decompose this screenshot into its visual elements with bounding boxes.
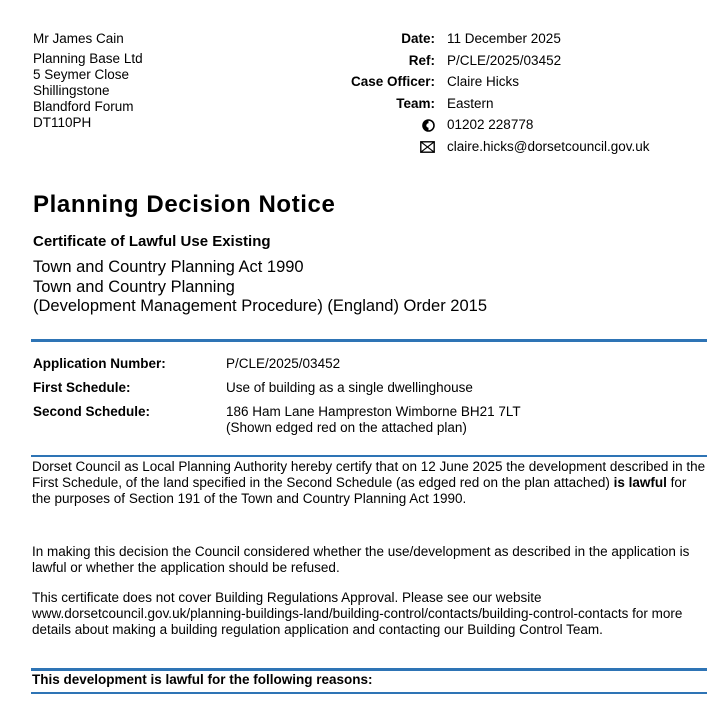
ref-value: P/CLE/2025/03452: [447, 52, 562, 68]
case-officer-value: Claire Hicks: [447, 74, 520, 89]
reasons-divider: [31, 668, 707, 671]
address-line: DT110PH: [33, 115, 92, 130]
schedule-table: [33, 356, 521, 444]
legislation-line: Town and Country Planning Act 1990: [33, 258, 304, 276]
address-line: 5 Seymer Close: [33, 67, 130, 82]
case-officer-label: Case Officer:: [350, 74, 435, 89]
reasons-divider-bottom: [31, 692, 707, 694]
legislation-list: [33, 258, 487, 317]
email-value[interactable]: claire.hicks@dorsetcouncil.gov.uk: [447, 138, 650, 154]
address-line: Shillingstone: [33, 83, 110, 98]
application-number-value: P/CLE/2025/03452: [226, 356, 341, 371]
lawful-emphasis: is lawful: [613, 475, 667, 490]
date-value: 11 December 2025: [447, 31, 561, 46]
ref-label: Ref:: [408, 52, 435, 68]
second-schedule-label: Second Schedule:: [33, 404, 151, 419]
certification-text-end: for the purposes of Section 191 of the Town and Country Planning Act 1990.: [32, 475, 687, 506]
address-line: Blandford Forum: [33, 99, 134, 114]
certification-text: Dorset Council as Local Planning Authority hereby certify that on 12 June 2025 the development described in the First Schedule, of the land specified in the Second Schedule (as edged red on the plan attached): [32, 459, 706, 490]
recipient-name: Mr James Cain: [33, 31, 124, 46]
date-label: Date:: [401, 31, 435, 46]
phone-icon: [422, 119, 435, 132]
application-number-label: Application Number:: [33, 356, 166, 371]
phone-value: 01202 228778: [447, 117, 534, 132]
first-schedule-value: Use of building as a single dwellinghouse: [226, 380, 473, 395]
legislation-line: Town and Country Planning: [33, 277, 235, 296]
team-value: Eastern: [447, 95, 494, 111]
certificate-type: Certificate of Lawful Use Existing: [33, 233, 271, 250]
certification-paragraph: [32, 459, 707, 507]
second-schedule-note: (Shown edged red on the attached plan): [226, 420, 467, 435]
recipient-address: [33, 31, 143, 131]
page-title: Planning Decision Notice: [33, 191, 336, 218]
address-line: Planning Base Ltd: [33, 51, 143, 66]
legislation-line: (Development Management Procedure) (England) Order 2015: [33, 297, 487, 315]
reasons-heading: This development is lawful for the following reasons:: [32, 672, 373, 687]
team-label: Team:: [396, 95, 435, 111]
envelope-icon: [420, 141, 435, 153]
section-divider: [31, 339, 707, 342]
decision-consideration-paragraph: In making this decision the Council considered whether the use/development as described in the application is lawful or whether the application should be refused.: [32, 544, 690, 575]
second-schedule-address: 186 Ham Lane Hampreston Wimborne BH21 7LT: [226, 404, 521, 419]
letter-meta: [300, 31, 650, 160]
first-schedule-label: First Schedule:: [33, 380, 131, 395]
building-regulations-paragraph: This certificate does not cover Building Regulations Approval. Please see our website www.dorsetcouncil.gov.uk/planning-buildings-land/building-control/contacts/building-control-contacts for more details about making a building regulation application and contacting our Building Control Team.: [32, 590, 683, 637]
